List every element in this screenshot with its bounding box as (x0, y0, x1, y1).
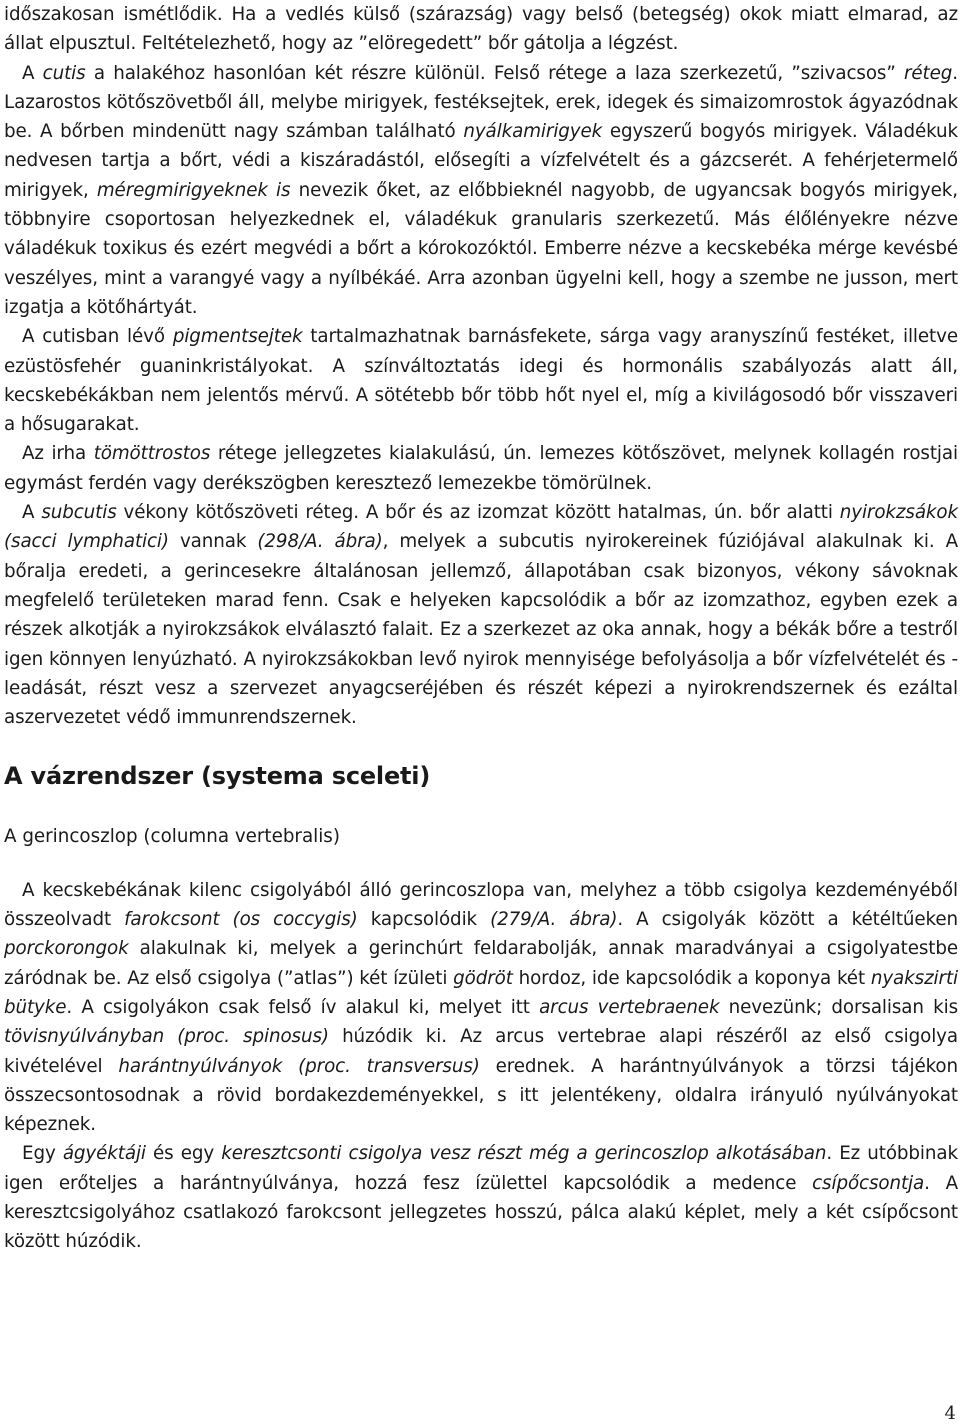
text-run: hordoz, ide kapcsolódik a koponya két (512, 967, 871, 989)
italic-term: harántnyúlványok (proc. transversus) (118, 1055, 480, 1077)
text-run: . Lazarostos kötőszövetből áll, melybe mirigyek, festéksejtek, erek, idegek és simaizomrostok ágyazódnak be. A bőrben mindenütt nagy számban található (4, 62, 958, 143)
italic-term: arcus vertebraenek (539, 996, 720, 1018)
italic-term: nyálkamirigyek (463, 121, 603, 143)
text-run: erednek. A harántnyúlványok a törzsi tájékon összecsontosodnak a rövid bordakezdeményekkel, s itt jelentékeny, oldalra irányuló nyúlványokat képeznek. (4, 1055, 959, 1136)
body-text-top (4, 0, 958, 732)
italic-term: nyakszirti bütyke (4, 967, 959, 1018)
text-run: A cutisban lévő (22, 326, 173, 348)
text-run: A kecskebékának kilenc csigolyából álló gerincoszlopa van, melyhez a több csigolya kezdeményéből összeolvadt (4, 879, 958, 931)
text-run: húzódik ki. Az arcus vertebrae alapi részéről az első csigolya kivételével (4, 1026, 958, 1077)
text-run: , melyek a subcutis nyirokereinek fúziójával alakulnak ki. A bőralja eredeti, a gerincesekre általánosan jellemző, állapotában csak bizonyos, vékony sávoknak megfelelő területeken marad fenn. Csak e helyeken kapcsolódik a bőr az izomzathoz, egyben ezek a részek alkotják a nyirokzsákok elválasztó falait. Ez a szerkezet az oka annak, hogy a békák bőre a testről igen könnyen lenyúzható. A nyirokzsákokban levő nyirok mennyisége befolyásolja a bőr vízfelvételét és -leadását, részt vesz a szervezet anyagcseréjében és részét képezi a nyirokrendszernek és ezáltal aszervezetet védő immunrendszernek. (4, 531, 958, 729)
text-run: . A csigolyákon csak felső ív alakul ki, melyet itt (66, 996, 540, 1018)
text-run: a halakéhoz hasonlóan két részre különül. Felső rétege a laza szerkezetű, ”szivacsos” (85, 62, 904, 84)
italic-term: méregmirigyeknek is (96, 179, 291, 201)
text-run: A (22, 502, 42, 524)
text-run: . A csigolyák között a kétéltűeken (617, 909, 958, 931)
italic-term: pigmentsejtek (172, 326, 303, 348)
text-run: és egy (145, 1143, 222, 1165)
italic-term: réteg (903, 62, 953, 84)
italic-term: ágyéktáji (62, 1143, 146, 1165)
paragraph (4, 498, 958, 732)
text-run: A (22, 62, 43, 84)
paragraph (4, 0, 958, 59)
italic-term: (298/A. ábra) (257, 531, 383, 553)
text-run: tartalmazhatnak barnásfekete, sárga vagy aranyszínű festéket, illetve ezüstösfehér guaninkristályokat. A színváltoztatás idegi és hormonális szabályozás alatt áll, kecskebékákban nem jelentős mérvű. A sötétebb bőr több hőt nyel el, míg a kivilágosodó bőr visszaveri a hősugarakat. (4, 326, 958, 436)
spacer (4, 852, 958, 876)
text-run: nevezik őket, az előbbieknél nagyobb, de ugyancsak bogyós mirigyek, többnyire csoportosan helyezkednek el, váladékuk granularis szerkezetű. Más élőlényekre nézve váladékuk toxikus és ezért megvédi a bőrt a kórokozóktól. Emberre nézve a kecskebéka mérge kevésbé veszélyes, mint a varangyé vagy a nyílbékáé. Arra azonban ügyelni kell, hogy a szembe ne jusson, mert izgatja a kötőhártyát. (4, 179, 958, 318)
text-run: vékony kötőszöveti réteg. A bőr és az izomzat között hatalmas, ún. bőr alatti (116, 502, 840, 524)
text-run: . A keresztcsigolyához csatlakozó farokcsont jellegzetes hosszú, pálca alakú képlet, mely a két csípőcsont között húzódik. (4, 1172, 958, 1253)
page-number: 4 (944, 1403, 956, 1424)
document-page (4, 0, 958, 1257)
paragraph (4, 1139, 958, 1256)
italic-term: keresztcsonti csigolya vesz részt még a gerincoszlop alkotásában (221, 1143, 827, 1165)
paragraph (4, 59, 958, 323)
text-run: kapcsolódik (357, 909, 491, 931)
italic-term: tövisnyúlványban (proc. spinosus) (4, 1026, 329, 1048)
text-run: rétege jellegzetes kialakulású, ún. lemezes kötőszövet, melynek kollagén rostjai egymást ferdén vagy derékszögben keresztező lemezekbe tömörülnek. (4, 443, 958, 494)
paragraph (4, 876, 958, 1140)
italic-term: cutis (42, 62, 86, 84)
text-run: . Ez utóbbinak igen erőteljes a harántnyúlványa, hozzá fesz ízülettel kapcsolódik a medence (4, 1143, 958, 1194)
text-run: nevezünk; dorsalisan kis (719, 996, 958, 1018)
text-run: időszakosan ismétlődik. Ha a vedlés külső (szárazság) vagy belső (betegség) okok miatt elmarad, az állat elpusztul. Feltételezhető, hogy az ”elöregedett” bőr gátolja a légzést. (4, 4, 958, 55)
italic-term: (279/A. ábra) (490, 909, 618, 931)
body-text-bottom (4, 876, 958, 1257)
text-run: Egy (22, 1143, 63, 1165)
italic-term: gödröt (453, 967, 513, 989)
italic-term: subcutis (41, 502, 117, 524)
subsection-heading: A gerincoszlop (columna vertebralis) (4, 826, 340, 848)
text-run: Az irha (22, 443, 94, 465)
text-run: alakulnak ki, melyek a gerinchúrt feldarabolják, annak maradványai a csigolyatestbe záródnak be. Az első csigolya (”atlas”) két ízületi (4, 938, 958, 989)
text-run: vannak (168, 531, 258, 553)
italic-term: csípőcsontja (812, 1172, 925, 1194)
section-heading: A vázrendszer (systema sceleti) (4, 762, 431, 791)
paragraph (4, 322, 958, 439)
text-run: egyszerű bogyós mirigyek. Váladékuk nedvesen tartja a bőrt, védi a kiszáradástól, elősegíti a vízfelvételt és a gázcserét. A fehérjetermelő mirigyek, (4, 121, 958, 201)
italic-term: nyirokzsákok (sacci lymphatici) (4, 502, 958, 553)
italic-term: farokcsont (os coccygis) (124, 909, 358, 931)
italic-term: tömöttrostos (93, 443, 211, 465)
paragraph (4, 439, 958, 498)
italic-term: porckorongok (4, 938, 129, 960)
